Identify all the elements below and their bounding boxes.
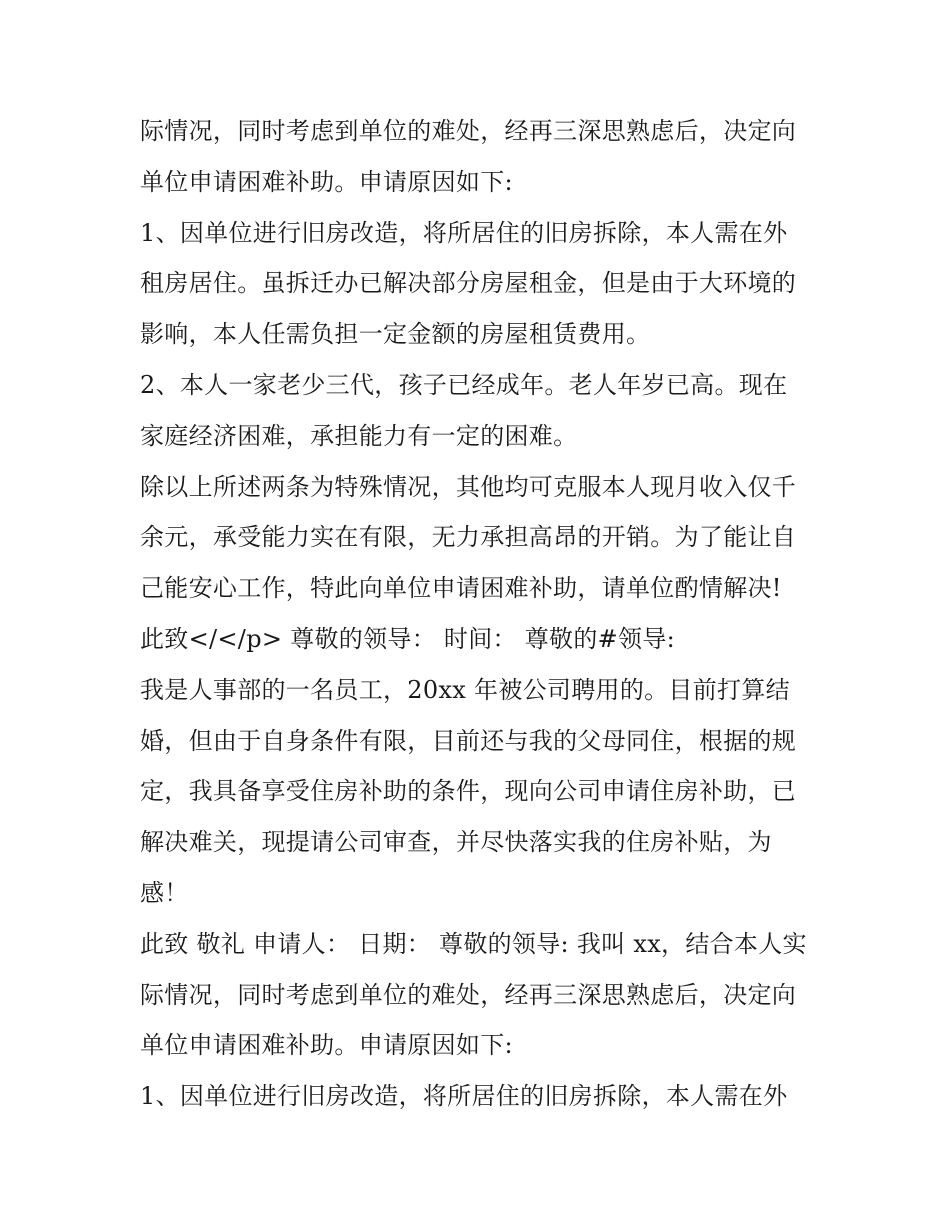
text-line: 1、因单位进行旧房改造，将所居住的旧房拆除，本人需在外	[140, 218, 788, 247]
text-line: 感！	[140, 878, 189, 907]
text-line: 租房居住。虽拆迁办已解决部分房屋租金，但是由于大环境的	[140, 269, 797, 298]
document-body	[140, 106, 820, 1122]
text-line: 单位申请困难补助。申请原因如下:	[140, 1031, 513, 1060]
text-line: 单位申请困难补助。申请原因如下:	[140, 167, 513, 196]
text-line: 己能安心工作，特此向单位申请困难补助，请单位酌情解决!	[140, 574, 782, 603]
text-line: 际情况，同时考虑到单位的难处，经再三深思熟虑后，决定向	[140, 980, 797, 1009]
text-line: 除以上所述两条为特殊情况，其他均可克服本人现月收入仅千	[140, 472, 797, 501]
text-line: 定，我具备享受住房补助的条件，现向公司申请住房补助，已	[140, 777, 797, 806]
text-line: 此致 敬礼 申请人： 日期： 尊敬的领导: 我叫 xx，结合本人实	[140, 929, 807, 958]
text-line: 余元，承受能力实在有限，无力承担高昂的开销。为了能让自	[140, 523, 797, 552]
text-line: 2、本人一家老少三代，孩子已经成年。老人年岁已高。现在	[140, 370, 788, 399]
text-line: 家庭经济困难，承担能力有一定的困难。	[140, 421, 578, 450]
text-line: 此致</</p> 尊敬的领导： 时间： 尊敬的#领导:	[140, 624, 676, 653]
text-line: 际情况，同时考虑到单位的难处，经再三深思熟虑后，决定向	[140, 117, 797, 145]
text-line: 解决难关，现提请公司审查，并尽快落实我的住房补贴，为	[140, 828, 772, 857]
text-line: 婚，但由于自身条件有限，目前还与我的父母同住，根据的规	[140, 726, 797, 755]
text-line: 1、因单位进行旧房改造，将所居住的旧房拆除，本人需在外	[140, 1082, 788, 1111]
text-line: 影响，本人任需负担一定金额的房屋租赁费用。	[140, 320, 651, 349]
text-line: 我是人事部的一名员工，20xx 年被公司聘用的。目前打算结	[140, 675, 790, 704]
